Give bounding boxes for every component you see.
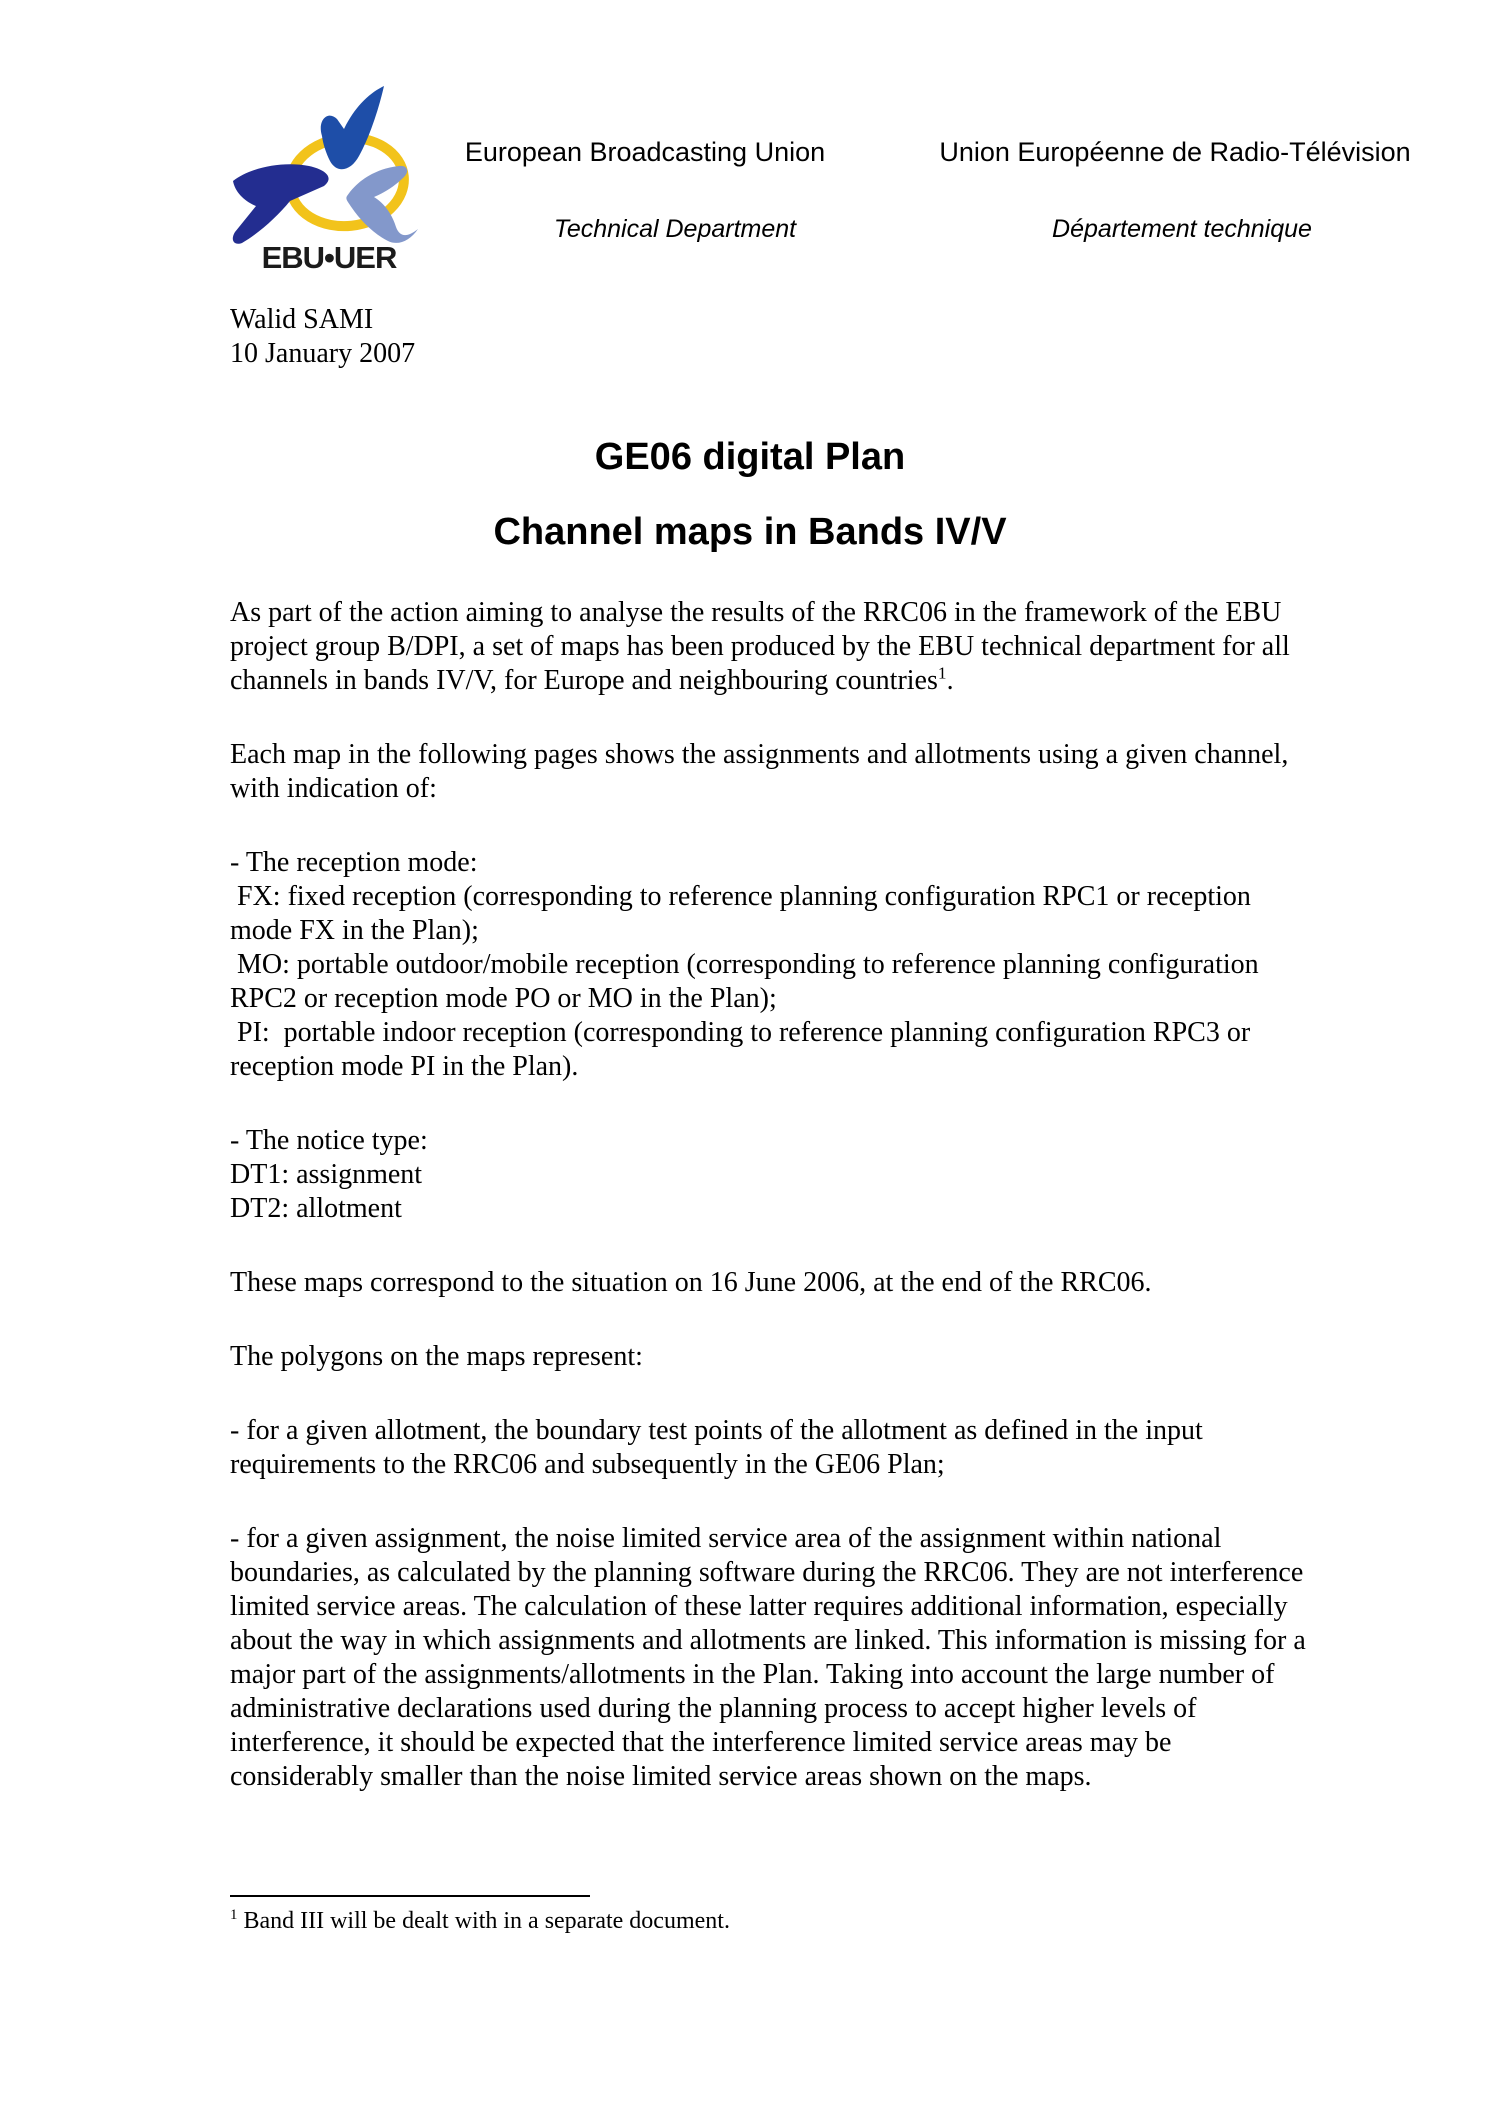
footnote [230,1906,1210,1936]
notice-type-item-dt2: DT2: allotment [230,1193,402,1224]
reception-mode-item-mo: MO: portable outdoor/mobile reception (corresponding to reference planning configuration RPC2 or reception mode PO or MO in the Plan); [230,949,1266,1014]
reception-mode-item-fx: FX: fixed reception (corresponding to reference planning configuration RPC1 or reception mode FX in the Plan); [230,881,1258,946]
paragraph-allotment: - for a given allotment, the boundary test points of the allotment as defined in the input requirements to the RRC06 and subsequently in the GE06 Plan; [230,1415,1210,1480]
org-name-french: Union Européenne de Radio-Télévision [939,137,1411,167]
paragraph-situation-date: These maps correspond to the situation on 16 June 2006, at the end of the RRC06. [230,1267,1152,1298]
document-title-line2: Channel maps in Bands IV/V [493,511,1007,553]
paragraph-polygons-intro: The polygons on the maps represent: [230,1341,643,1372]
footnote-marker: 1 [230,1907,238,1923]
reception-mode-item-pi: PI: portable indoor reception (corresponding to reference planning configuration RPC3 or reception mode PI in the Plan). [230,1017,1258,1082]
paragraph-intro-text: As part of the action aiming to analyse the results of the RRC06 in the framework of the EBU project group B/DPI, a set of maps has been produced by the EBU technical department for all channels in bands IV/V, for Europe and neighbouring countries [230,597,1297,696]
document-title-line1: GE06 digital Plan [594,436,906,478]
footnote-text: Band III will be dealt with in a separate document. [237,1908,730,1934]
paragraph-assignment: - for a given assignment, the noise limited service area of the assignment within national boundaries, as calculated by the planning software during the RRC06. They are not interference limited service areas. The calculation of these latter requires additional information, especially about the way in which assignments and allotments are linked. This information is missing for a major part of the assignments/allotments in the Plan. Taking into account the large number of administrative declarations used during the planning process to accept higher levels of interference, it should be expected that the interference limited service areas may be considerably smaller than the noise limited service areas shown on the maps. [230,1523,1313,1792]
logo-arrow-left-icon [233,164,329,244]
org-name-english: European Broadcasting Union [464,137,826,167]
paragraph-intro [230,596,1320,698]
paragraph-each-map: Each map in the following pages shows the assignments and allotments using a given channel, with indication of: [230,739,1296,804]
department-french: Département technique [1052,215,1312,243]
document-meta [230,303,415,371]
paragraph-intro-period: . [946,665,954,696]
department-english: Technical Department [553,215,797,243]
notice-type-heading: - The notice type: [230,1125,428,1156]
footnote-reference: 1 [937,663,947,683]
author-name: Walid SAMI [230,304,374,335]
reception-mode-section [230,846,1320,1084]
document-date: 10 January 2007 [230,338,416,369]
document-body [230,596,1320,1794]
notice-type-section [230,1124,1320,1226]
footnote-separator-rule [230,1895,590,1897]
notice-type-item-dt1: DT1: assignment [230,1159,423,1190]
reception-mode-heading: - The reception mode: [230,847,478,878]
ebu-logo-text: EBU•UER [261,240,397,275]
